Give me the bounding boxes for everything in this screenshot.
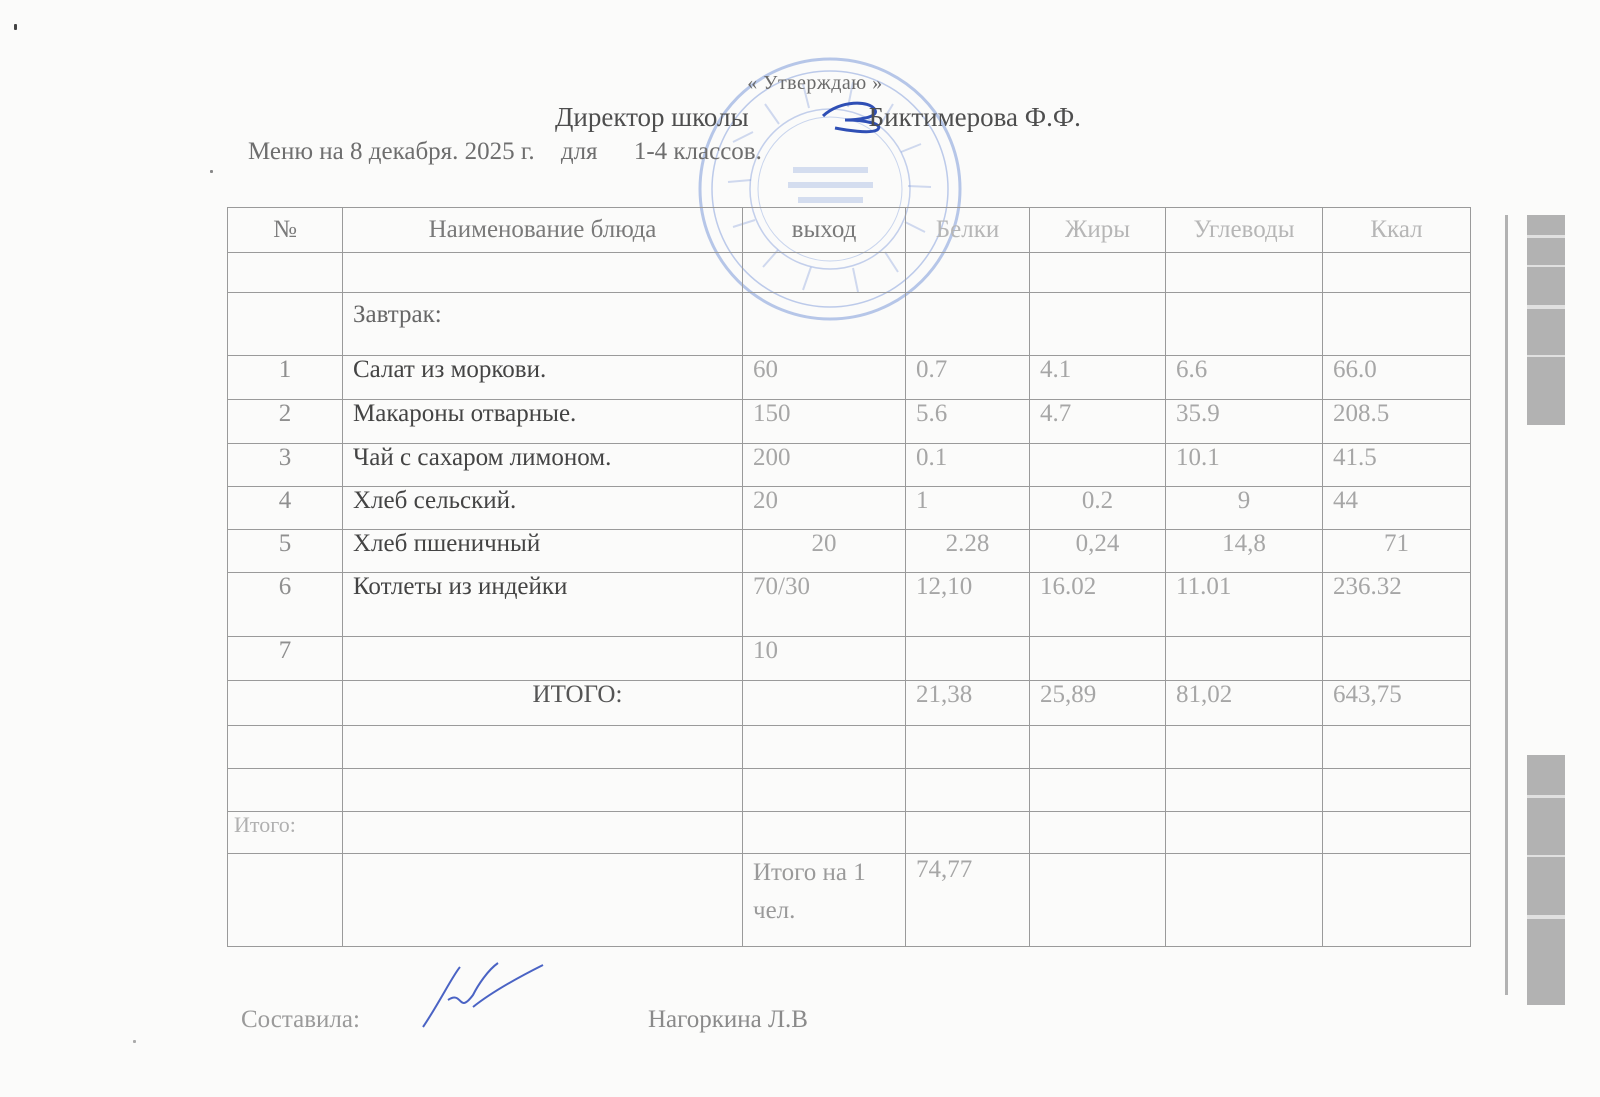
composed-by-label: Составила: [241, 1006, 360, 1033]
table-row [228, 769, 1471, 812]
table-row: 6 Котлеты из индейки 70/30 12,10 16.02 11.01 236.32 [228, 573, 1471, 637]
col-header-output: выход [743, 208, 906, 253]
total-label: ИТОГО: [343, 681, 743, 726]
menu-title: Меню на 8 декабря. 2025 г. [248, 138, 535, 165]
table-row [228, 253, 1471, 293]
table-row [228, 726, 1471, 769]
scan-speck [210, 170, 213, 173]
total-protein: 21,38 [906, 681, 1030, 726]
col-header-fat: Жиры [1030, 208, 1166, 253]
table-row: 3 Чай с сахаром лимоном. 200 0.1 10.1 41.5 [228, 444, 1471, 487]
approval-heading: « Утверждаю » [747, 72, 883, 94]
section-breakfast: Завтрак: [343, 293, 743, 356]
table-row: 2 Макароны отварные. 150 5.6 4.7 35.9 208.5 [228, 400, 1471, 444]
grand-total-row [228, 812, 1471, 854]
col-header-carbs: Углеводы [1166, 208, 1323, 253]
section-row [228, 293, 1471, 356]
scan-speck [133, 1040, 136, 1043]
table-row: 7 10 [228, 637, 1471, 681]
total-kcal: 643,75 [1323, 681, 1471, 726]
table-row: 4 Хлеб сельский. 20 1 0.2 9 44 [228, 487, 1471, 530]
composer-signature-mark [418, 955, 548, 1035]
scan-artifact-edge [1505, 215, 1565, 1015]
per-person-value: 74,77 [906, 854, 1030, 947]
col-header-dish: Наименование блюда [343, 208, 743, 253]
classes-label: 1-4 классов. [633, 138, 762, 165]
col-header-number: № [228, 208, 343, 253]
director-label: Директор школы [555, 102, 749, 132]
menu-table [227, 207, 1471, 947]
table-row: 1 Салат из моркови. 60 0.7 4.1 6.6 66.0 [228, 356, 1471, 400]
total-carbs: 81,02 [1166, 681, 1323, 726]
per-person-label: Итого на 1 чел. [743, 854, 906, 947]
table-header-row [228, 208, 1471, 253]
table-row: 5 Хлеб пшеничный 20 2.28 0,24 14,8 71 [228, 530, 1471, 573]
total-fat: 25,89 [1030, 681, 1166, 726]
grand-total-label: Итого: [228, 812, 343, 854]
per-person-row [228, 854, 1471, 947]
director-line [555, 102, 1081, 133]
col-header-protein: Белки [906, 208, 1030, 253]
composer-name: Нагоркина Л.В [648, 1006, 808, 1033]
total-row [228, 681, 1471, 726]
for-label: для [560, 138, 598, 165]
col-header-kcal: Ккал [1323, 208, 1471, 253]
director-name: Биктимерова Ф.Ф. [868, 102, 1081, 132]
menu-title-line [248, 138, 762, 166]
scan-speck [14, 24, 17, 30]
